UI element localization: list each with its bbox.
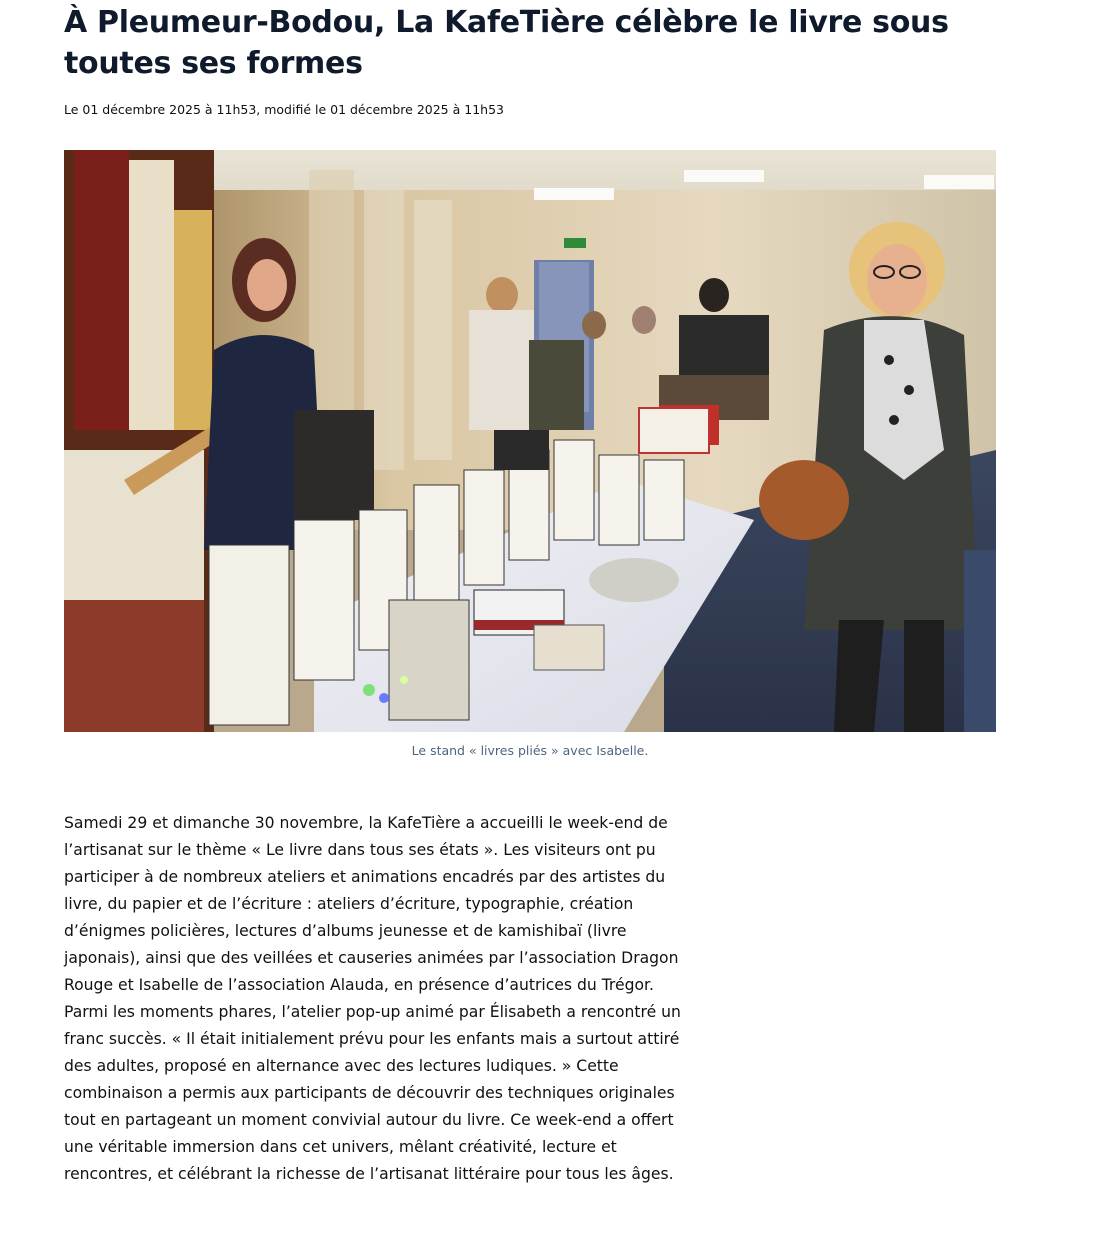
photo-caption: Le stand « livres pliés » avec Isabelle. xyxy=(411,743,649,758)
article-title: À Pleumeur-Bodou, La KafeTière célèbre le livre sous toutes ses formes xyxy=(64,5,949,81)
article-meta-date: Le 01 décembre 2025 à 11h53, modifié le 01 décembre 2025 à 11h53 xyxy=(64,102,504,117)
article-body-paragraph: Samedi 29 et dimanche 30 novembre, la KafeTière a accueilli le week-end de l’artisanat sur le thème « Le livre dans tous ses états ». Les visiteurs ont pu participer à de nombreux ateliers et animations encadrés par des artistes du livre, du papier et de l’écriture : ateliers d’écriture, typographie, création d’énigmes policières, lectures d’albums jeunesse et de kamishibaï (livre japonais), ainsi que des veillées et causeries animées par l’association Dragon Rouge et Isabelle de l’association Alauda, en présence d’autrices du Trégor. Parmi les moments phares, l’atelier pop-up animé par Élisabeth a rencontré un franc succès. « Il était initialement prévu pour les enfants mais a surtout attiré des adultes, proposé en alternance avec des lectures ludiques. » Cette combinaison a permis aux participants de découvrir des techniques originales tout en partageant un moment convivial autour du livre. Ce week-end a offert une véritable immersion dans cet univers, mêlant créativité, lecture et rencontres, et célébrant la richesse de l’artisanat littéraire pour tous les âges. xyxy=(64,814,681,1183)
article-figure xyxy=(64,150,996,760)
article xyxy=(64,0,1064,1183)
article-photo[interactable] xyxy=(64,150,996,732)
